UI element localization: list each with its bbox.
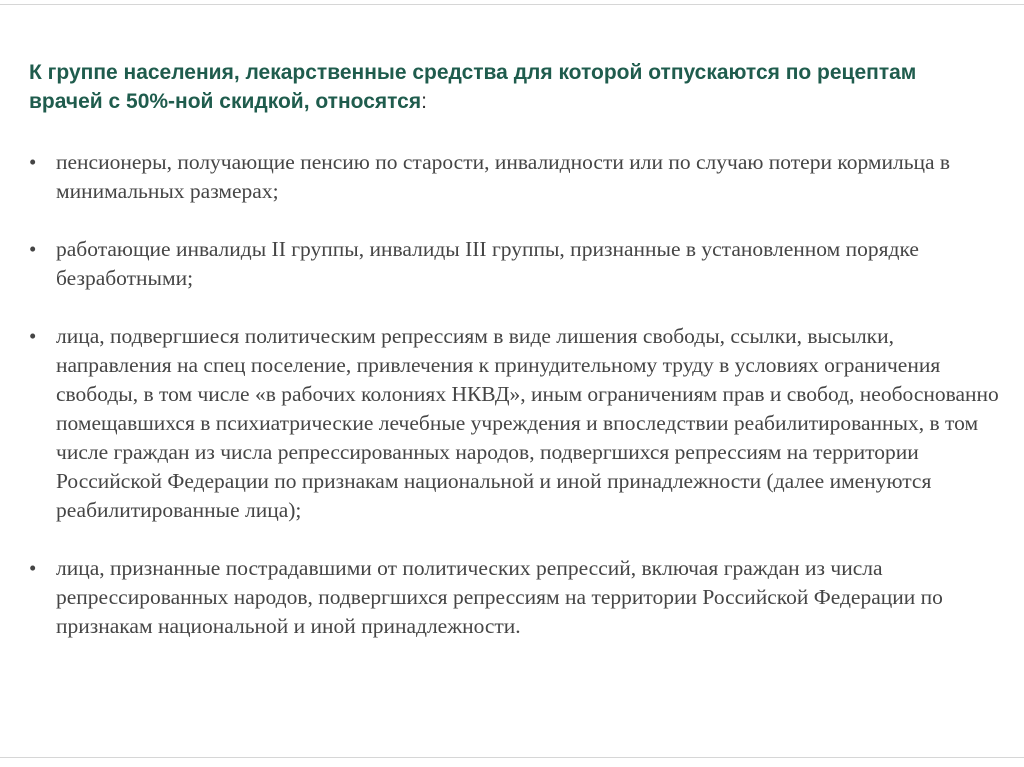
- slide-heading-colon: :: [421, 90, 427, 113]
- bullet-dot-icon: •: [29, 556, 37, 580]
- bullet-item-repressed: [29, 322, 1004, 525]
- bullet-text: лица, подвергшиеся политическим репрессиям в виде лишения свободы, ссылки, высылки, направления на спец поселение, привлечения к принудительному труду в условиях ограничения свободы, в том числе «в рабочих колониях НКВД», иным ограничениям прав и свобод, необоснованно помещавшихся в психиатрические лечебные учреждения и впоследствии реабилитированных, в том числе граждан из числа репрессированных народов, подвергшихся репрессиям на территории Российской Федерации по признакам национальной и иной принадлежности (далее именуются реабилитированные лица);: [56, 324, 999, 522]
- bottom-divider: [0, 757, 1024, 758]
- bullet-dot-icon: •: [29, 324, 37, 348]
- bullet-text: пенсионеры, получающие пенсию по старости, инвалидности или по случаю потери кормильца в минимальных размерах;: [56, 150, 951, 203]
- slide-heading: [29, 58, 929, 116]
- top-divider: [0, 4, 1024, 5]
- bullet-text: работающие инвалиды II группы, инвалиды III группы, признанные в установленном порядке безработными;: [56, 237, 919, 290]
- bullet-item-disabled: [29, 235, 1004, 293]
- bullet-item-pensioners: [29, 148, 1004, 206]
- bullet-dot-icon: •: [29, 237, 37, 261]
- bullet-item-victims: [29, 554, 1004, 641]
- bullet-text: лица, признанные пострадавшими от политических репрессий, включая граждан из числа репрессированных народов, подвергшихся репрессиям на территории Российской Федерации по признакам национальной и иной принадлежности.: [56, 556, 943, 638]
- bullet-dot-icon: •: [29, 150, 37, 174]
- slide-heading-text: К группе населения, лекарственные средства для которой отпускаются по рецептам врачей с 50%-ной скидкой, относятся: [29, 61, 917, 113]
- bullet-list: [29, 148, 1004, 641]
